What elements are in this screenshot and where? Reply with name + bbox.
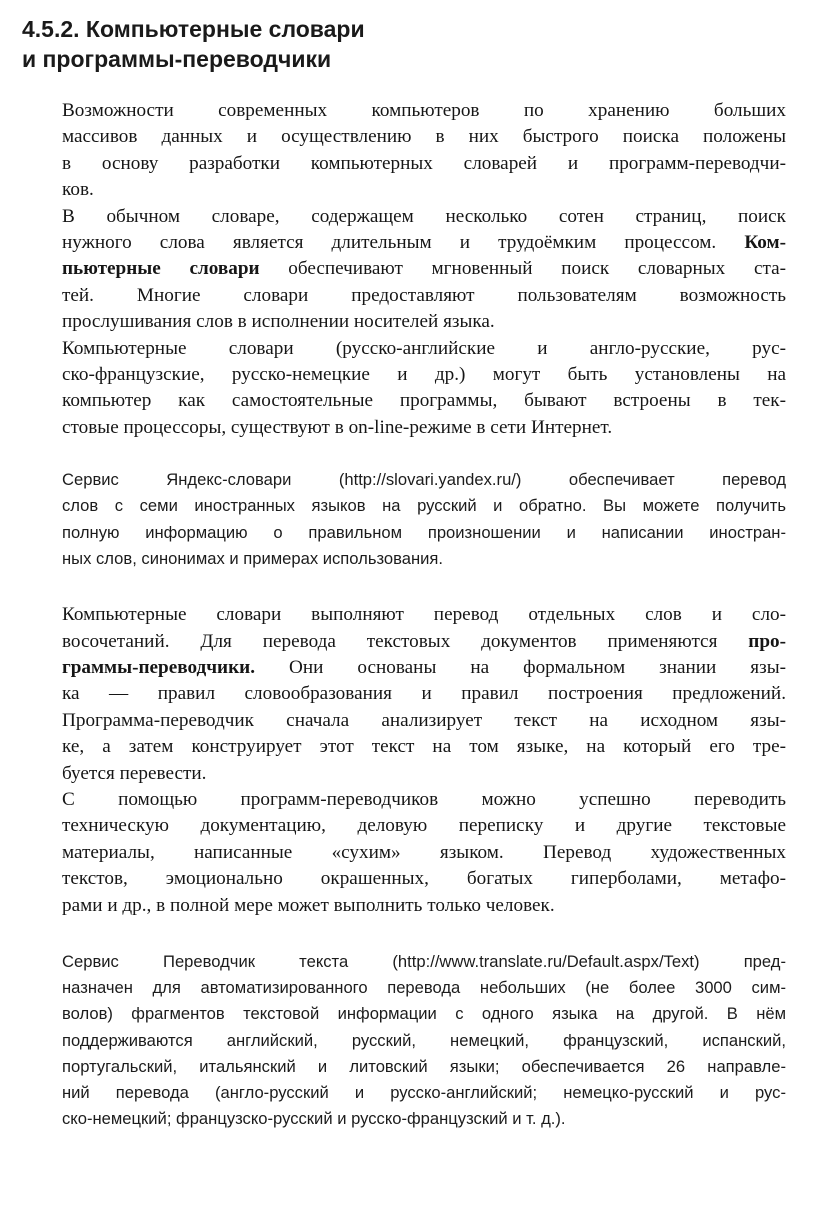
text-line: ка — правил словообразования и правил построения предложений. (62, 683, 786, 705)
text-line: тей. Многие словари предоставляют пользователям возможность (62, 284, 786, 306)
text-line: волов) фрагментов текстовой информации с одного языка на другой. В нём (62, 1004, 786, 1024)
heading-line-2: и программы-переводчики (22, 46, 332, 72)
term-translators-part2: граммы-переводчики. (62, 656, 256, 678)
text-line: Сервис Переводчик текста (http://www.translate.ru/Default.aspx/Text) пред- (62, 951, 786, 971)
text-line: ков. (62, 179, 94, 201)
text-line: компьютер как самостоятельные программы, бывают встроены в тек- (62, 390, 786, 412)
text-line: стовые процессоры, существуют в on-line-режиме в сети Интернет. (62, 416, 613, 438)
text-line: техническую документацию, деловую переписку и другие текстовые (62, 815, 786, 837)
text-run: восочетаний. Для перевода текстовых документов применяются (62, 630, 749, 652)
text-line: в основу разработки компьютерных словарей и программ-переводчи- (62, 152, 786, 174)
text-line: Компьютерные словари выполняют перевод отдельных слов и сло- (62, 604, 786, 626)
text-run: Они основаны на формальном знании язы- (255, 656, 786, 678)
text-line: полную информацию о правильном произношении и написании иностран- (62, 522, 786, 542)
text-line (62, 655, 786, 681)
text-line: массивов данных и осуществлению в них быстрого поиска положены (62, 126, 786, 148)
text-line: ско-немецкий; французско-русский и русско-французский и т. д.). (62, 1109, 566, 1129)
text-line: Сервис Яндекс-словари (http://slovari.yandex.ru/) обеспечивает перевод (62, 470, 786, 490)
text-line: Программа-переводчик сначала анализирует текст на исходном язы- (62, 709, 786, 731)
service-note-translate (62, 949, 786, 1132)
text-line: поддерживаются английский, русский, немецкий, французский, испанский, (62, 1030, 786, 1050)
text-line: ных слов, синонимах и примерах использования. (62, 548, 444, 568)
text-line: рами и др., в полной мере может выполнить только человек. (62, 894, 555, 916)
paragraph-dictionary-types (62, 336, 786, 442)
text-line: С помощью программ-переводчиков можно успешно переводить (62, 788, 786, 810)
text-run: нужного слова является длительным и трудоёмким процессом. (62, 232, 745, 254)
text-line (62, 230, 786, 256)
text-line: прослушивания слов в исполнении носителей языка. (62, 311, 495, 333)
text-run: обеспечивают мгновенный поиск словарных ста- (259, 258, 786, 280)
text-line: ний перевода (англо-русский и русско-английский; немецко-русский и рус- (62, 1082, 786, 1102)
text-line: текстов, эмоционально окрашенных, богатых гиперболами, метафо- (62, 868, 786, 890)
heading-line-1: 4.5.2. Компьютерные словари (22, 16, 365, 42)
paragraph-translation-usage (62, 787, 786, 919)
section-heading (22, 14, 786, 74)
text-line: ке, а затем конструирует этот текст на том языке, на который его тре- (62, 736, 786, 758)
text-line: Возможности современных компьютеров по хранению больших (62, 100, 786, 121)
text-line: В обычном словаре, содержащем несколько сотен страниц, поиск (62, 205, 786, 227)
text-line: слов с семи иностранных языков на русский и обратно. Вы можете получить (62, 496, 786, 516)
paragraph-ordinary-dictionary (62, 204, 786, 336)
term-translators-part1: про- (748, 630, 786, 652)
text-line: назначен для автоматизированного перевода небольших (не более 3000 сим- (62, 978, 786, 998)
text-line (62, 256, 786, 282)
service-note-yandex (62, 467, 786, 572)
text-line: Компьютерные словари (русско-английские и англо-русские, рус- (62, 337, 786, 359)
term-computer-dictionaries-part2: пьютерные словари (62, 258, 260, 280)
text-line (62, 629, 786, 655)
body-text-block-1 (62, 98, 786, 441)
paragraph-translation-programs (62, 602, 786, 787)
text-line: буется перевести. (62, 762, 207, 784)
term-computer-dictionaries-part1: Ком- (744, 232, 786, 254)
body-text-block-2 (62, 602, 786, 919)
text-line: материалы, написанные «сухим» языком. Перевод художественных (62, 841, 786, 863)
paragraph-capabilities (62, 98, 786, 204)
text-line: ско-французские, русско-немецкие и др.) могут быть установлены на (62, 364, 786, 386)
text-line: португальский, итальянский и литовский языки; обеспечивается 26 направле- (62, 1056, 786, 1076)
